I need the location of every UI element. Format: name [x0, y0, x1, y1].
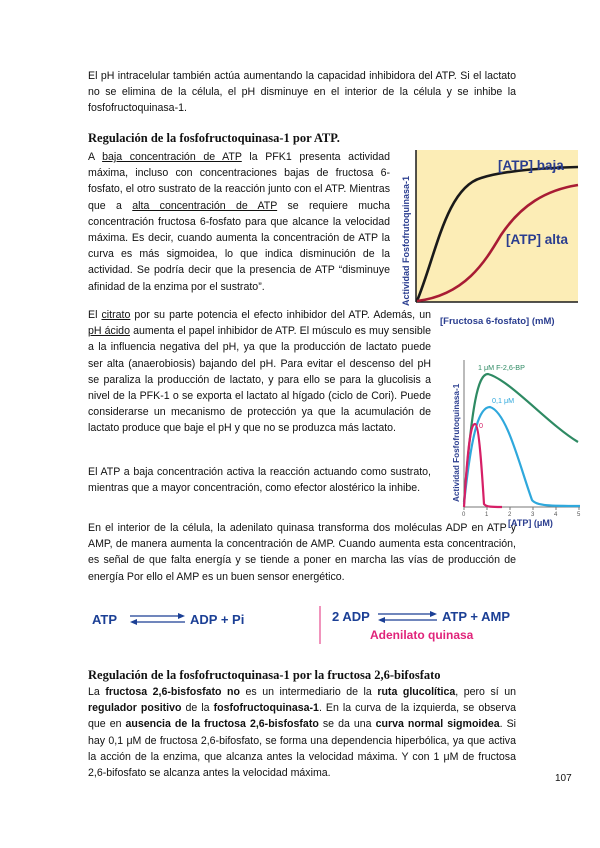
underlined-term: baja concentración de ATP: [102, 151, 242, 163]
chart-atp-activity: [396, 140, 582, 330]
page-number: 107: [555, 773, 572, 784]
label-atp-low: [ATP] baja: [498, 158, 564, 173]
text: se da una: [318, 718, 376, 731]
enzyme-label: Adenilato quinasa: [370, 628, 474, 642]
curve-label-0: 0: [479, 421, 483, 430]
label-atp-high: [ATP] alta: [506, 232, 569, 247]
curve-label-1uM: 1 μM F-2,6-BP: [478, 363, 525, 372]
arrow-forward-head: [430, 611, 437, 617]
paragraph-adenylate-kinase: En el interior de la célula, la adenilato quinasa transforma dos moléculas ADP en ATP y AMP, de manera aumenta la concentración de AMP. Cuando aumenta esta concentración, es señal de que falta energía y se tiende a poner en marcha las vías de producción de energía Por ello el AMP es un buen sensor energético.: [88, 522, 516, 583]
bold-term: curva normal sigmoidea: [375, 718, 500, 731]
section-heading-f26bp: Regulación de la fosfofructoquinasa-1 por la fructosa 2,6-bifosfato: [88, 668, 441, 682]
text: de la: [181, 702, 214, 715]
bold-term: fructosa 2,6-bisfosfato no: [105, 686, 240, 698]
reaction-equations: [88, 604, 528, 648]
bold-term: fosfofructoquinasa-1: [213, 702, 319, 715]
chart-f26bp-activity: [452, 352, 592, 530]
curve-label-0-1uM: 0,1 μM: [492, 396, 515, 405]
text: es un intermediario de la: [239, 686, 378, 698]
arrow-forward-head: [178, 613, 185, 619]
curve-1uM: [464, 374, 578, 502]
arrow-back-head: [378, 617, 385, 623]
bold-term: regulador positivo: [88, 702, 182, 715]
x-tick-label: 3: [531, 512, 535, 518]
underlined-term: citrato: [101, 309, 131, 321]
x-tick-label: 1: [485, 512, 489, 518]
text: . Si hay 0,1 μM de fructosa 2,6-bifosfato, se forma una dependencia hiperbólica, ya que activa la acción de la enzima, que alcanza antes la velocidad máxima. Y con 1 μM de fructosa 2,6-bifosfato se alcanza antes la velocidad máxima.: [88, 718, 516, 780]
x-axis-label: [ATP] (μM): [508, 518, 553, 528]
x-tick-label: 2: [508, 512, 512, 518]
x-tick-label: 4: [554, 512, 558, 518]
text: se requiere mucha concentración fructosa 6-fosfato para que alcance la velocidad máxima. Es decir, cuando aumenta la concentración de ATP la curva es más sigmoidea, lo que indica disminución de la actividad. Se podría decir que la presencia de ATP “disminuye afinidad de la enzima por el sustrato”.: [88, 199, 390, 293]
x-tick-label: 0: [462, 512, 466, 518]
text: El: [88, 309, 102, 321]
text: por su parte potencia el efecto inhibidor del ATP. Además, un: [130, 309, 431, 321]
reactant-2adp: 2 ADP: [332, 609, 370, 624]
reactant-atp: ATP: [92, 612, 118, 627]
bold-term: ausencia de la fructosa 2,6-bisfosfato: [125, 718, 319, 731]
bold-term: ruta glucolítica: [377, 686, 456, 698]
paragraph-atp-allosteric: El ATP a baja concentración activa la reacción actuando como sustrato, mientras que a mayor concentración, como efector alostérico la inhibe.: [88, 466, 431, 495]
product-adp-pi: ADP + Pi: [190, 612, 245, 627]
x-tick-label: 5: [577, 512, 581, 518]
paragraph-atp-concentration: [88, 149, 390, 295]
text: A: [88, 151, 103, 163]
y-axis-label: Actividad Fosfofrutoquinasa-1: [452, 383, 461, 502]
y-axis-label: Actividad Fosfofrutoquinasa-1: [401, 175, 411, 306]
text: aumenta el papel inhibidor de ATP. El músculo es muy sensible a la influencia negativa del pH, ya que la producción de lactato puede ser alta (anaerobiosis) bajando del pH. Para evitar el descenso del pH se paraliza la producción de lactato, y para ello se para la glucolisis a nivel de la PFK-1 o se exporta el lactato al hígado (ciclo de Cori). Puede considerarse un mecanismo de protección ya que la acumulación de lactato produce que baje el pH y que no se produzca más lactato.: [88, 325, 431, 435]
text: la PFK1 presenta actividad máxima, incluso con concentraciones bajas de fructosa 6-fosfato, el otro sustrato de la reacción junto con el ATP. Mientras que a: [88, 151, 390, 212]
text: La: [88, 686, 106, 698]
intro-paragraph: El pH intracelular también actúa aumentando la capacidad inhibidora del ATP. Si el lactato no se elimina de la célula, el pH disminuye en el interior de la célula y se inhibe la fosfofructoquinasa-1.: [88, 70, 516, 115]
text: . En la curva de la izquierda, se observa que en: [88, 702, 517, 731]
underlined-term: pH ácido: [88, 325, 130, 338]
product-atp-amp: ATP + AMP: [442, 609, 511, 624]
arrow-back-head: [130, 619, 137, 625]
underlined-term: alta concentración de ATP: [132, 199, 278, 212]
paragraph-f26bp: [88, 684, 516, 781]
section-heading-atp: Regulación de la fosfofructoquinasa-1 por ATP.: [88, 131, 340, 145]
text: , pero sí un: [455, 686, 516, 698]
x-axis-label: [Fructosa 6-fosfato] (mM): [440, 316, 555, 327]
paragraph-citrate-ph: [88, 307, 431, 437]
